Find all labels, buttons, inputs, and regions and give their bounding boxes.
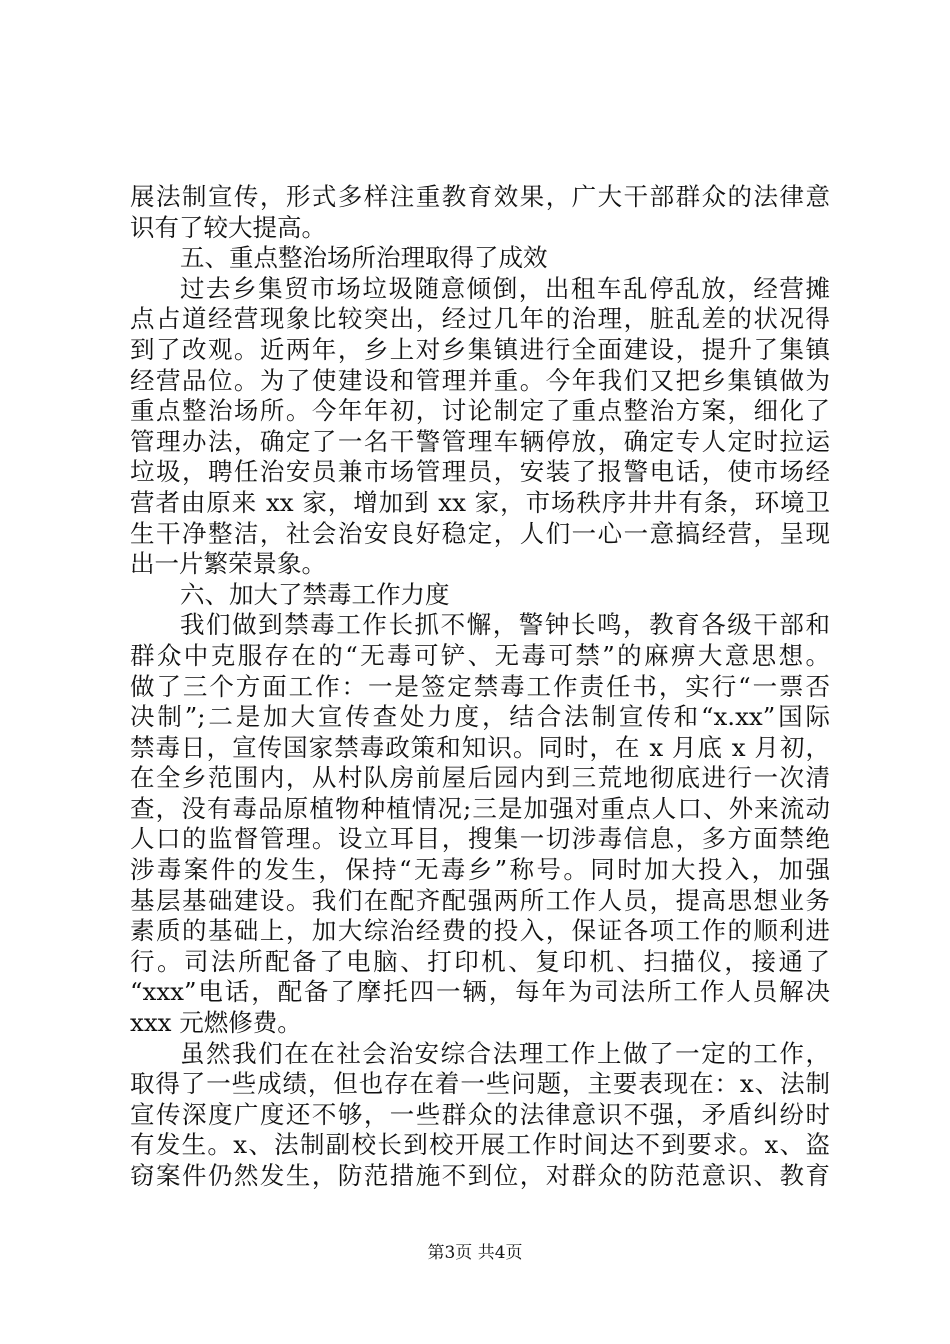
text-line: 垃圾，聘任治安员兼市场管理员，安装了报警电话，使市场经 xyxy=(130,457,830,486)
text-line: 禁毒日，宣传国家禁毒政策和知识。同时，在 x 月底 x 月初， xyxy=(130,733,830,762)
text-line: 在全乡范围内，从村队房前屋后园内到三荒地彻底进行一次清 xyxy=(130,763,830,792)
text-line: 做了三个方面工作：一是签定禁毒工作责任书，实行“一票否 xyxy=(130,672,830,701)
text-line: 虽然我们在在社会治安综合法理工作上做了一定的工作， xyxy=(180,1039,830,1068)
text-line: 有发生。x、法制副校长到校开展工作时间达不到要求。x、盗 xyxy=(130,1130,830,1159)
text-line: 重点整治场所。今年年初，讨论制定了重点整治方案，细化了 xyxy=(130,396,830,425)
text-line: 窃案件仍然发生，防范措施不到位，对群众的防范意识、教育 xyxy=(130,1161,830,1190)
section-heading: 六、加大了禁毒工作力度 xyxy=(180,580,450,609)
text-line: 群众中克服存在的“无毒可铲、无毒可禁”的麻痹大意思想。 xyxy=(130,641,830,670)
text-line: 宣传深度广度还不够，一些群众的法律意识不强，矛盾纠纷时 xyxy=(130,1100,830,1129)
text-line: 涉毒案件的发生，保持“无毒乡”称号。同时加大投入，加强 xyxy=(130,855,830,884)
text-line: 过去乡集贸市场垃圾随意倾倒，出租车乱停乱放，经营摊 xyxy=(180,274,830,303)
text-line: 营者由原来 xx 家，增加到 xx 家，市场秩序井井有条，环境卫 xyxy=(130,488,830,517)
text-line: xxx 元燃修费。 xyxy=(130,1008,302,1037)
text-line: 素质的基础上，加大综治经费的投入，保证各项工作的顺利进 xyxy=(130,916,830,945)
text-line: 决制”;二是加大宣传查处力度，结合法制宣传和“x.xx”国际 xyxy=(130,702,830,731)
text-line: 点占道经营现象比较突出，经过几年的治理，脏乱差的状况得 xyxy=(130,304,830,333)
text-line: 查，没有毒品原植物种植情况;三是加强对重点人口、外来流动 xyxy=(130,794,830,823)
text-line: 我们做到禁毒工作长抓不懈，警钟长鸣，教育各级干部和 xyxy=(180,610,830,639)
text-line: 基层基础建设。我们在配齐配强两所工作人员，提高思想业务 xyxy=(130,886,830,915)
text-line: 识有了较大提高。 xyxy=(130,213,326,242)
text-line: 取得了一些成绩，但也存在着一些问题，主要表现在：x、法制 xyxy=(130,1069,830,1098)
text-line: 经营品位。为了使建设和管理并重。今年我们又把乡集镇做为 xyxy=(130,366,830,395)
section-heading: 五、重点整治场所治理取得了成效 xyxy=(180,243,548,272)
text-line: 行。司法所配备了电脑、打印机、复印机、扫描仪，接通了 xyxy=(130,947,830,976)
text-line: 生干净整洁，社会治安良好稳定，人们一心一意搞经营，呈现 xyxy=(130,519,830,548)
text-line: “xxx”电话，配备了摩托四一辆，每年为司法所工作人员解决 xyxy=(130,977,830,1006)
text-line: 到了改观。近两年，乡上对乡集镇进行全面建设，提升了集镇 xyxy=(130,335,830,364)
text-line: 人口的监督管理。设立耳目，搜集一切涉毒信息，多方面禁绝 xyxy=(130,824,830,853)
page-footer: 第3页 共4页 xyxy=(427,1243,523,1263)
text-line: 管理办法，确定了一名干警管理车辆停放，确定专人定时拉运 xyxy=(130,427,830,456)
text-line: 出一片繁荣景象。 xyxy=(130,549,326,578)
text-line: 展法制宣传，形式多样注重教育效果，广大干部群众的法律意 xyxy=(130,182,830,211)
